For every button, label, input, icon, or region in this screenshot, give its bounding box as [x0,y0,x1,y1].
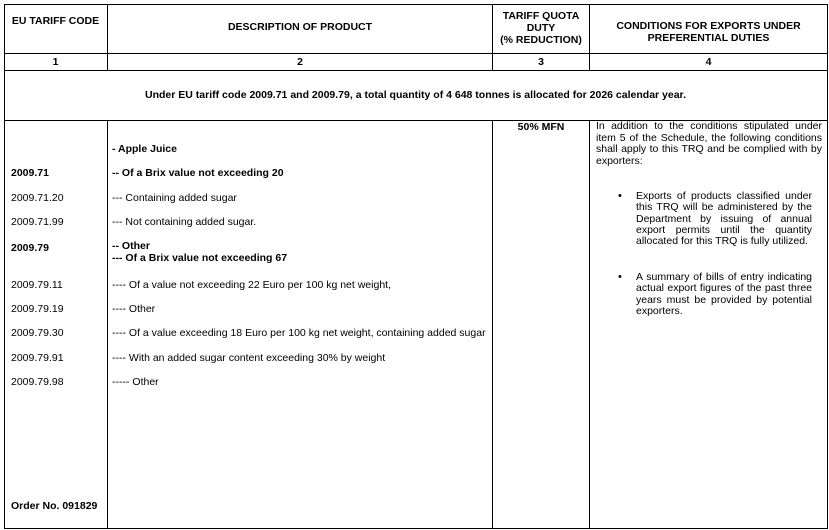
header-conditions-line1: CONDITIONS FOR EXPORTS UNDER [616,20,801,32]
header-conditions-line2: PREFERENTIAL DUTIES [647,32,770,44]
col-divider-2-body [492,120,493,528]
tariff-quota-value: 50% MFN [517,121,565,133]
condition-bills-of-entry: A summary of bills of entry indicating actual export figures of the past three years must be provided by potential exporters. [636,271,812,317]
bullet-2: • [618,271,622,283]
tariff-code-2009-71-99: 2009.71.99 [11,216,64,228]
tariff-code-2009-79-91: 2009.79.91 [11,352,64,364]
col-divider-1-body [107,120,108,528]
desc-other: -- Other [112,240,150,252]
column-number-1: 1 [52,56,59,68]
tariff-code-2009-79-11: 2009.79.11 [11,279,63,291]
conditions-intro: In addition to the conditions stipulated under item 5 of the Schedule, the following conditions shall apply to this TRQ and be complied with by exporters: [596,120,822,167]
desc-brix-not-exceeding-20: -- Of a Brix value not exceeding 20 [112,167,284,179]
desc-added-sugar-exceeding-30: ---- With an added sugar content exceeding 30% by weight [112,352,386,364]
header-tariff-quota [493,6,589,50]
header-tariff-quota-line3: (% REDUCTION) [500,34,582,46]
tariff-code-2009-79: 2009.79 [11,242,49,254]
order-number: Order No. 091829 [11,500,98,512]
desc-value-not-exceeding-22: ---- Of a value not exceeding 22 Euro per 100 kg net weight, [112,279,391,291]
allocation-banner: Under EU tariff code 2009.71 and 2009.79, a total quantity of 4 648 tonnes is allocated for 2026 calendar year. [145,89,686,101]
header-description: DESCRIPTION OF PRODUCT [227,21,373,33]
desc-other-2009-79-19: ---- Other [112,303,156,315]
desc-value-exceeding-18: ---- Of a value exceeding 18 Euro per 100 kg net weight, containing added sugar [112,327,486,339]
tariff-code-2009-79-98: 2009.79.98 [11,376,64,388]
desc-not-containing-added-sugar: --- Not containing added sugar. [112,216,257,228]
col-divider-3-body [589,120,590,528]
desc-brix-not-exceeding-67: --- Of a Brix value not exceeding 67 [112,252,288,264]
tariff-table [4,4,827,528]
desc-other-2009-79-98: ----- Other [112,376,159,388]
bullet-1: • [618,190,622,202]
column-number-4: 4 [705,56,712,68]
header-tariff-quota-line2: DUTY [526,22,556,34]
header-tariff-quota-line1: TARIFF QUOTA [502,10,580,22]
column-number-3: 3 [538,56,544,68]
tariff-code-2009-71-20: 2009.71.20 [11,192,64,204]
header-eu-tariff-code: EU TARIFF CODE [11,15,100,27]
desc-apple-juice: - Apple Juice [112,143,177,155]
desc-containing-added-sugar: --- Containing added sugar [112,192,237,204]
tariff-code-2009-71: 2009.71 [11,167,49,179]
column-number-2: 2 [297,56,303,68]
tariff-code-2009-79-19: 2009.79.19 [11,303,64,315]
condition-export-permits: Exports of products classified under this TRQ will be administered by the Department by issuing of annual export permits until the quantity allocated for this TRQ is fully utilized. [636,190,812,248]
header-conditions [590,12,827,52]
tariff-code-2009-79-30: 2009.79.30 [11,327,64,339]
